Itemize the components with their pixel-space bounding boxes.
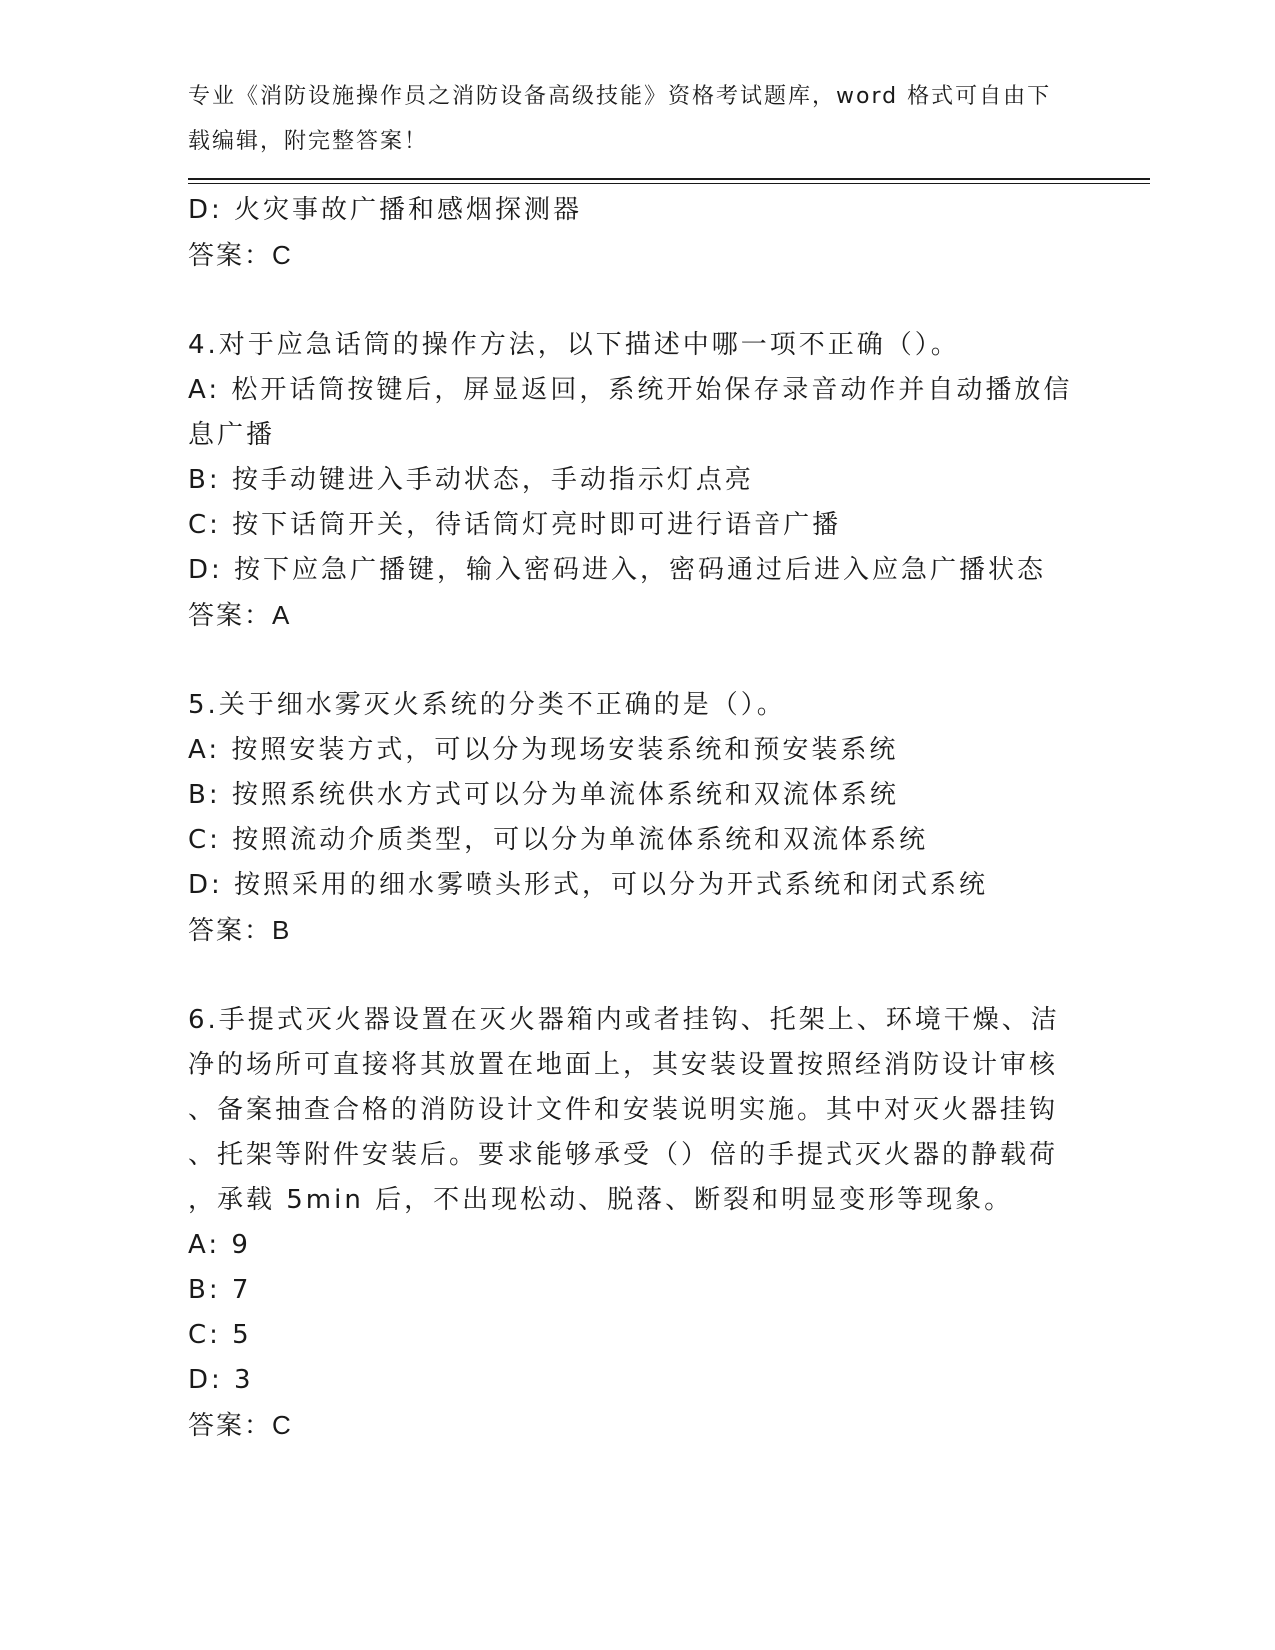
question-stem: 6.手提式灭火器设置在灭火器箱内或者挂钩、托架上、环境干燥、洁 [188,1005,1060,1035]
option-a: A: 松开话筒按键后，屏显返回，系统开始保存录音动作并自动播放信 [188,375,1073,405]
question-6 [188,998,1088,1448]
option-c: C: 按照流动介质类型，可以分为单流体系统和双流体系统 [188,825,929,855]
header-line-2: 载编辑，附完整答案！ [188,129,429,154]
question-4 [188,323,1088,638]
header-line-1: 专业《消防设施操作员之消防设备高级技能》资格考试题库，word 格式可自由下 [188,84,1052,109]
answer: 答案：A [188,600,292,630]
option-c: C: 按下话筒开关，待话筒灯亮时即可进行语音广播 [188,510,842,540]
document-header [188,74,1088,164]
option-b: B: 按照系统供水方式可以分为单流体系统和双流体系统 [188,780,899,810]
answer: 答案：C [188,240,293,270]
question-stem: 4.对于应急话筒的操作方法，以下描述中哪一项不正确（）。 [188,330,960,360]
option-d: D: 3 [188,1365,254,1395]
option-a-continued: 息广播 [188,420,276,450]
question-3-continued [188,188,1088,278]
option-a: A: 按照安装方式，可以分为现场安装系统和预安装系统 [188,735,899,765]
question-content [188,188,1088,1448]
question-stem-continued: 、托架等附件安装后。要求能够承受（）倍的手提式灭火器的静载荷 [188,1140,1059,1170]
header-divider-thick [188,178,1150,180]
spacer [188,278,1088,323]
option-d: D: 火灾事故广播和感烟探测器 [188,195,583,225]
question-stem: 5.关于细水雾灭火系统的分类不正确的是（）。 [188,690,786,720]
question-stem-continued: ，承载 5min 后，不出现松动、脱落、断裂和明显变形等现象。 [188,1185,1014,1215]
option-c: C: 5 [188,1320,252,1350]
header-divider-thin [188,183,1150,184]
option-d: D: 按照采用的细水雾喷头形式，可以分为开式系统和闭式系统 [188,870,989,900]
spacer [188,953,1088,998]
option-a: A: 9 [188,1230,251,1260]
question-stem-continued: 、备案抽查合格的消防设计文件和安装说明实施。其中对灭火器挂钩 [188,1095,1059,1125]
question-5 [188,683,1088,953]
option-b: B: 7 [188,1275,252,1305]
answer: 答案：B [188,915,292,945]
answer: 答案：C [188,1410,293,1440]
question-stem-continued: 净的场所可直接将其放置在地面上，其安装设置按照经消防设计审核 [188,1050,1059,1080]
spacer [188,638,1088,683]
option-d: D: 按下应急广播键，输入密码进入，密码通过后进入应急广播状态 [188,555,1047,585]
option-b: B: 按手动键进入手动状态，手动指示灯点亮 [188,465,754,495]
